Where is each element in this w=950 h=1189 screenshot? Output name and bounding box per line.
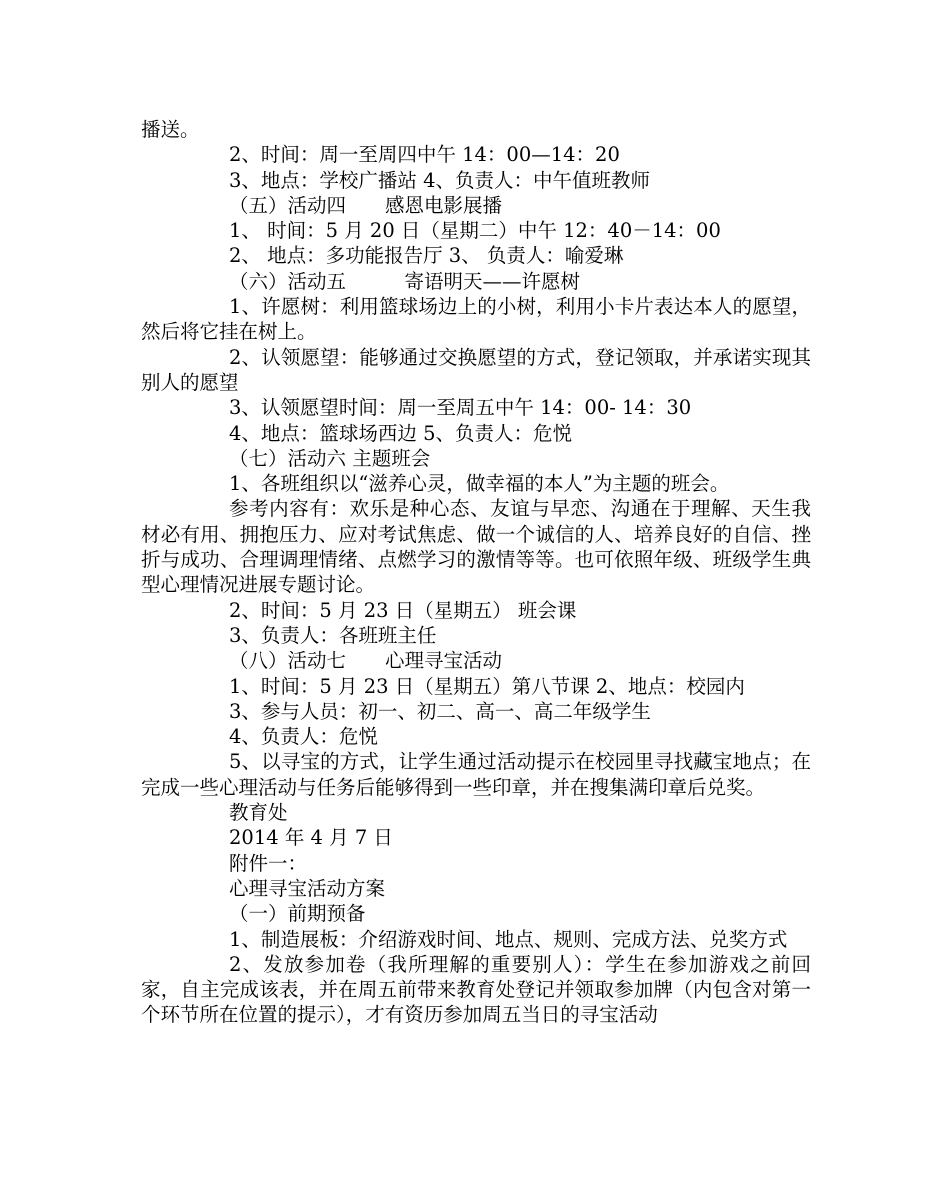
signature-department: 教育处: [229, 801, 288, 825]
paragraph: 参考内容有：欢乐是种心态、友谊与早恋、沟通在于理解、天生我材必有用、拥抱压力、应对考试焦虑、做一个诚信的人、培养良好的自信、挫折与成功、合理调理情绪、点燃学习的激情等等。也可依照年级、班级学生典型心理情况进展专题讨论。: [141, 497, 811, 597]
paragraph: 3、参与人员：初一、初二、高一、高二年级学生: [229, 699, 651, 723]
paragraph: 2、 地点：多功能报告厅 3、 负责人：喻爱琳: [229, 244, 624, 268]
paragraph: 2、时间：5 月 23 日（星期五） 班会课: [229, 598, 577, 622]
paragraph: 5、以寻宝的方式，让学生通过活动提示在校园里寻找藏宝地点；在完成一些心理活动与任务后能够得到一些印章，并在搜集满印章后兑奖。: [141, 750, 811, 799]
section-heading: （八）活动七 心理寻宝活动: [229, 649, 503, 673]
section-heading: （五）活动四 感恩电影展播: [229, 193, 503, 217]
signature-date: 2014 年 4 月 7 日: [229, 826, 393, 850]
attachment-title: 心理寻宝活动方案: [229, 876, 386, 900]
paragraph: 4、负责人：危悦: [229, 725, 378, 749]
section-heading: （六）活动五 寄语明天——许愿树: [229, 269, 581, 293]
paragraph: 3、负责人：各班班主任: [229, 623, 437, 647]
paragraph: 1、各班组织以“滋养心灵，做幸福的本人”为主题的班会。: [229, 472, 730, 496]
section-heading: （七）活动六 主题班会: [229, 446, 431, 470]
section-heading: （一）前期预备: [229, 902, 366, 926]
paragraph: 2、时间：周一至周四中午 14：00—14：20: [229, 143, 620, 167]
paragraph: 1、制造展板：介绍游戏时间、地点、规则、完成方法、兑奖方式: [229, 927, 788, 951]
paragraph: 3、认领愿望时间：周一至周五中午 14：00- 14：30: [229, 396, 692, 420]
paragraph: 1、许愿树：利用篮球场边上的小树，利用小卡片表达本人的愿望，然后将它挂在树上。: [141, 295, 811, 344]
document-body: [141, 117, 811, 1028]
paragraph: 1、 时间：5 月 20 日（星期二）中午 12：40－14：00: [229, 219, 721, 243]
attachment-label: 附件一：: [229, 851, 308, 875]
paragraph: 播送。: [141, 118, 200, 141]
paragraph: 2、发放参加卷（我所理解的重要别人）：学生在参加游戏之前回家，自主完成该表，并在周五前带来教育处登记并领取参加牌（内包含对第一个环节所在位置的提示），才有资历参加周五当日的寻宝活动: [141, 952, 811, 1027]
paragraph: 2、认领愿望：能够通过交换愿望的方式，登记领取，并承诺实现其别人的愿望: [141, 345, 811, 394]
paragraph: 1、时间：5 月 23 日（星期五）第八节课 2、地点：校园内: [229, 674, 745, 698]
paragraph: 4、地点：篮球场西边 5、负责人：危悦: [229, 421, 573, 445]
paragraph: 3、地点：学校广播站 4、负责人：中午值班教师: [229, 168, 651, 192]
